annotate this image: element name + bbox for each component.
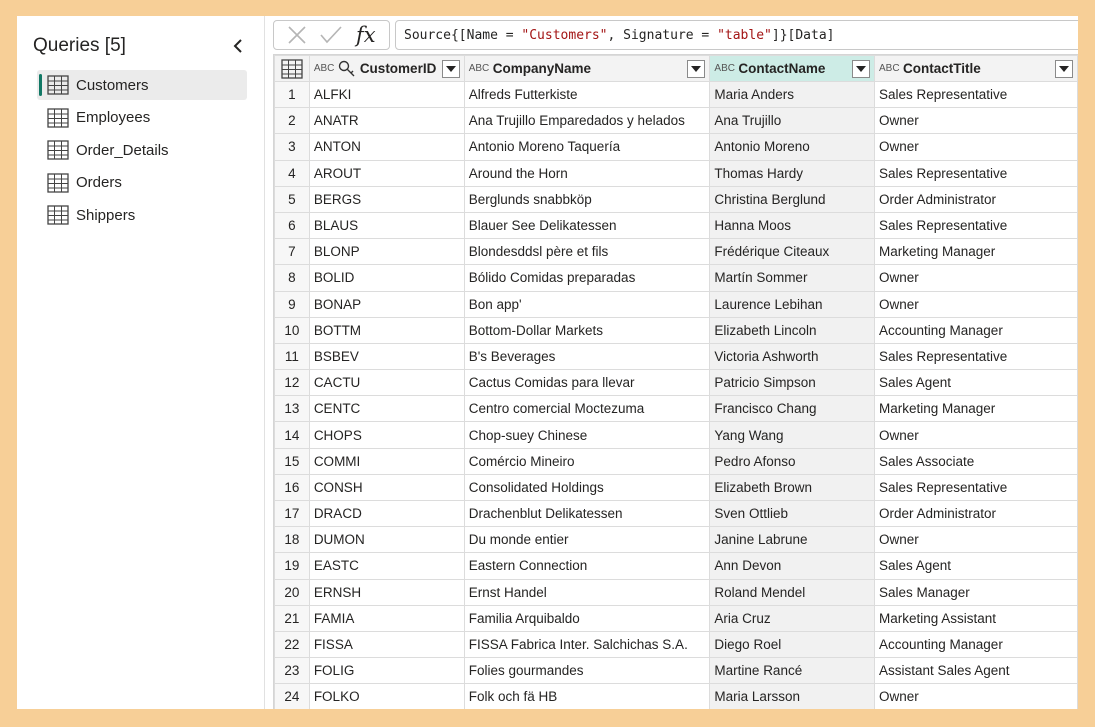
- table-row: [275, 658, 1078, 684]
- formula-bar: [273, 20, 1078, 50]
- table-row: [275, 474, 1078, 500]
- cell-companyname[interactable]: Cactus Comidas para llevar: [464, 370, 710, 396]
- collapse-pane-button[interactable]: [227, 35, 249, 57]
- cell-contacttitle[interactable]: Owner: [874, 422, 1077, 448]
- cell-contactname[interactable]: Ann Devon: [710, 553, 875, 579]
- table-row: [275, 134, 1078, 160]
- text-type-icon[interactable]: ABC: [878, 62, 900, 74]
- row-number[interactable]: 18: [275, 527, 310, 553]
- row-number[interactable]: 7: [275, 239, 310, 265]
- table-icon: [281, 59, 303, 79]
- cell-contacttitle[interactable]: Marketing Manager: [874, 239, 1077, 265]
- table-row: [275, 396, 1078, 422]
- cell-contactname[interactable]: Pedro Afonso: [710, 448, 875, 474]
- row-number[interactable]: 12: [275, 370, 310, 396]
- query-item-shippers[interactable]: [37, 200, 247, 230]
- table-row: [275, 448, 1078, 474]
- cell-companyname[interactable]: FISSA Fabrica Inter. Salchichas S.A.: [464, 631, 710, 657]
- cell-customerid[interactable]: CONSH: [309, 474, 464, 500]
- cell-companyname[interactable]: Folies gourmandes: [464, 658, 710, 684]
- cell-contacttitle[interactable]: Marketing Manager: [874, 396, 1077, 422]
- query-item-label: Orders: [76, 174, 122, 191]
- cell-contactname[interactable]: Ana Trujillo: [710, 108, 875, 134]
- table-row: [275, 82, 1078, 108]
- row-number[interactable]: 14: [275, 422, 310, 448]
- cell-contacttitle[interactable]: Accounting Manager: [874, 317, 1077, 343]
- query-item-label: Employees: [76, 109, 151, 126]
- row-number[interactable]: 9: [275, 291, 310, 317]
- cell-customerid[interactable]: BOTTM: [309, 317, 464, 343]
- row-number[interactable]: 16: [275, 474, 310, 500]
- column-name: CustomerID: [359, 61, 437, 76]
- cell-customerid[interactable]: CHOPS: [309, 422, 464, 448]
- cell-contacttitle[interactable]: Owner: [874, 684, 1077, 709]
- cell-contactname[interactable]: Yang Wang: [710, 422, 875, 448]
- cell-customerid[interactable]: ERNSH: [309, 579, 464, 605]
- grid-table: [274, 55, 1078, 709]
- column-header-companyname[interactable]: [464, 56, 710, 82]
- cell-customerid[interactable]: FAMIA: [309, 605, 464, 631]
- table-row: [275, 265, 1078, 291]
- chevron-down-icon: [446, 66, 456, 72]
- table-row: [275, 239, 1078, 265]
- table-row: [275, 291, 1078, 317]
- cell-contactname[interactable]: Martine Rancé: [710, 658, 875, 684]
- column-filter-button[interactable]: [687, 60, 705, 78]
- query-item-label: Shippers: [76, 206, 136, 224]
- table-row: [275, 186, 1078, 212]
- table-row: [275, 527, 1078, 553]
- text-type-icon[interactable]: ABC: [468, 62, 490, 74]
- cell-customerid[interactable]: FOLIG: [309, 658, 464, 684]
- row-number[interactable]: 24: [275, 684, 310, 709]
- table-row: [275, 579, 1078, 605]
- cell-contactname[interactable]: Antonio Moreno: [710, 134, 875, 160]
- cell-companyname[interactable]: Bon app': [464, 291, 710, 317]
- cell-contactname[interactable]: Diego Roel: [710, 631, 875, 657]
- cell-contactname[interactable]: Victoria Ashworth: [710, 343, 875, 369]
- cell-companyname[interactable]: Centro comercial Moctezuma: [464, 396, 710, 422]
- query-item-order_details[interactable]: [37, 135, 247, 165]
- cell-contacttitle[interactable]: Order Administrator: [874, 186, 1077, 212]
- row-number[interactable]: 17: [275, 501, 310, 527]
- active-indicator: [39, 74, 42, 96]
- cell-contacttitle[interactable]: Owner: [874, 265, 1077, 291]
- cell-customerid[interactable]: BOLID: [309, 265, 464, 291]
- cell-companyname[interactable]: Ernst Handel: [464, 579, 710, 605]
- cell-companyname[interactable]: Bólido Comidas preparadas: [464, 265, 710, 291]
- column-name: ContactName: [738, 61, 826, 76]
- row-number[interactable]: 8: [275, 265, 310, 291]
- cell-customerid[interactable]: ANATR: [309, 108, 464, 134]
- commit-formula-button[interactable]: [317, 22, 345, 48]
- cell-contactname[interactable]: Maria Larsson: [710, 684, 875, 709]
- cell-companyname[interactable]: Ana Trujillo Emparedados y helados: [464, 108, 710, 134]
- cell-companyname[interactable]: Blauer See Delikatessen: [464, 212, 710, 238]
- cell-companyname[interactable]: Around the Horn: [464, 160, 710, 186]
- cell-companyname[interactable]: Comércio Mineiro: [464, 448, 710, 474]
- cell-contacttitle[interactable]: Sales Agent: [874, 553, 1077, 579]
- cell-contactname[interactable]: Sven Ottlieb: [710, 501, 875, 527]
- column-filter-button[interactable]: [852, 60, 870, 78]
- query-item-customers[interactable]: [37, 70, 247, 100]
- table-row: [275, 370, 1078, 396]
- table-row: [275, 317, 1078, 343]
- table-row: [275, 108, 1078, 134]
- cell-companyname[interactable]: Drachenblut Delikatessen: [464, 501, 710, 527]
- cell-companyname[interactable]: Alfreds Futterkiste: [464, 82, 710, 108]
- column-filter-button[interactable]: [442, 60, 460, 78]
- cell-companyname[interactable]: Berglunds snabbköp: [464, 186, 710, 212]
- cell-contactname[interactable]: Christina Berglund: [710, 186, 875, 212]
- cell-customerid[interactable]: FISSA: [309, 631, 464, 657]
- cell-companyname[interactable]: Du monde entier: [464, 527, 710, 553]
- formula-text: ]}[Data]: [771, 27, 835, 43]
- formula-text: , Signature =: [607, 27, 718, 43]
- query-item-label: Customers: [76, 76, 149, 94]
- column-header-contactname[interactable]: [710, 56, 875, 82]
- table-row: [275, 553, 1078, 579]
- row-number[interactable]: 4: [275, 160, 310, 186]
- cell-customerid[interactable]: DRACD: [309, 501, 464, 527]
- table-row: [275, 160, 1078, 186]
- cell-contacttitle[interactable]: Owner: [874, 527, 1077, 553]
- cell-companyname[interactable]: Consolidated Holdings: [464, 474, 710, 500]
- cell-customerid[interactable]: BLONP: [309, 239, 464, 265]
- row-number[interactable]: 21: [275, 605, 310, 631]
- cell-contacttitle[interactable]: Owner: [874, 291, 1077, 317]
- cell-contactname[interactable]: Martín Sommer: [710, 265, 875, 291]
- cell-customerid[interactable]: COMMI: [309, 448, 464, 474]
- table-row: [275, 605, 1078, 631]
- chevron-down-icon: [856, 66, 866, 72]
- formula-buttons: [273, 20, 390, 50]
- table-icon: [47, 108, 69, 128]
- cell-companyname[interactable]: Familia Arquibaldo: [464, 605, 710, 631]
- text-type-icon[interactable]: ABC: [714, 62, 735, 74]
- query-item-employees[interactable]: [37, 103, 247, 133]
- cell-companyname[interactable]: Eastern Connection: [464, 553, 710, 579]
- column-name: ContactTitle: [902, 61, 981, 76]
- row-number[interactable]: 15: [275, 448, 310, 474]
- cell-contacttitle[interactable]: Sales Manager: [874, 579, 1077, 605]
- table-row: [275, 631, 1078, 657]
- cancel-formula-button[interactable]: [283, 22, 311, 48]
- cell-contacttitle[interactable]: Sales Representative: [874, 474, 1077, 500]
- row-number[interactable]: 10: [275, 317, 310, 343]
- table-icon: [47, 140, 69, 160]
- query-item-label: Order_Details: [76, 141, 169, 159]
- table-row: [275, 343, 1078, 369]
- column-header-contacttitle[interactable]: [874, 56, 1077, 82]
- cell-contacttitle[interactable]: Accounting Manager: [874, 631, 1077, 657]
- table-icon: [47, 173, 69, 193]
- cell-customerid[interactable]: ALFKI: [309, 82, 464, 108]
- cell-customerid[interactable]: CENTC: [309, 396, 464, 422]
- cell-contactname[interactable]: Janine Labrune: [710, 527, 875, 553]
- table-row: [275, 212, 1078, 238]
- table-menu-button[interactable]: [275, 56, 310, 82]
- data-grid: [273, 54, 1078, 709]
- chevron-down-icon: [691, 66, 701, 72]
- table-row: [275, 684, 1078, 709]
- cell-contactname[interactable]: Maria Anders: [710, 82, 875, 108]
- cell-contacttitle[interactable]: Sales Representative: [874, 212, 1077, 238]
- table-icon: [47, 205, 69, 225]
- cell-contacttitle[interactable]: Sales Representative: [874, 343, 1077, 369]
- cell-customerid[interactable]: BERGS: [309, 186, 464, 212]
- query-list: [37, 70, 247, 233]
- power-query-editor: [17, 16, 1078, 709]
- cell-contactname[interactable]: Patricio Simpson: [710, 370, 875, 396]
- cell-customerid[interactable]: CACTU: [309, 370, 464, 396]
- row-number[interactable]: 2: [275, 108, 310, 134]
- row-number[interactable]: 23: [275, 658, 310, 684]
- cell-customerid[interactable]: BSBEV: [309, 343, 464, 369]
- queries-pane: [17, 16, 265, 709]
- fx-icon[interactable]: fx: [356, 23, 376, 47]
- cell-customerid[interactable]: ANTON: [309, 134, 464, 160]
- cell-customerid[interactable]: DUMON: [309, 527, 464, 553]
- check-icon: [320, 26, 342, 44]
- row-number[interactable]: 3: [275, 134, 310, 160]
- cell-contactname[interactable]: Elizabeth Brown: [710, 474, 875, 500]
- column-filter-button[interactable]: [1055, 60, 1073, 78]
- row-number[interactable]: 19: [275, 553, 310, 579]
- cell-contacttitle[interactable]: Sales Agent: [874, 370, 1077, 396]
- cell-customerid[interactable]: AROUT: [309, 160, 464, 186]
- cell-contacttitle[interactable]: Sales Associate: [874, 448, 1077, 474]
- row-number[interactable]: 5: [275, 186, 310, 212]
- formula-input[interactable]: [395, 20, 1078, 50]
- formula-string-literal: "Customers": [521, 27, 608, 43]
- cell-contacttitle[interactable]: Order Administrator: [874, 501, 1077, 527]
- cell-contactname[interactable]: Francisco Chang: [710, 396, 875, 422]
- text-type-icon[interactable]: ABC: [313, 62, 335, 74]
- close-icon: [287, 25, 307, 45]
- cell-contacttitle[interactable]: Marketing Assistant: [874, 605, 1077, 631]
- header-row: [275, 56, 1078, 82]
- row-number[interactable]: 6: [275, 212, 310, 238]
- query-item-orders[interactable]: [37, 168, 247, 198]
- cell-contactname[interactable]: Elizabeth Lincoln: [710, 317, 875, 343]
- cell-contacttitle[interactable]: Owner: [874, 134, 1077, 160]
- cell-contacttitle[interactable]: Assistant Sales Agent: [874, 658, 1077, 684]
- row-number[interactable]: 1: [275, 82, 310, 108]
- queries-header: [33, 32, 249, 60]
- chevron-left-icon: [232, 39, 244, 53]
- cell-contactname[interactable]: Roland Mendel: [710, 579, 875, 605]
- row-number[interactable]: 20: [275, 579, 310, 605]
- row-number[interactable]: 22: [275, 631, 310, 657]
- formula-string-literal: "table": [717, 27, 772, 43]
- cell-companyname[interactable]: Antonio Moreno Taquería: [464, 134, 710, 160]
- cell-contactname[interactable]: Aria Cruz: [710, 605, 875, 631]
- cell-companyname[interactable]: B's Beverages: [464, 343, 710, 369]
- cell-customerid[interactable]: BONAP: [309, 291, 464, 317]
- cell-contactname[interactable]: Frédérique Citeaux: [710, 239, 875, 265]
- cell-contacttitle[interactable]: Sales Representative: [874, 160, 1077, 186]
- cell-companyname[interactable]: Blondesddsl père et fils: [464, 239, 710, 265]
- cell-contacttitle[interactable]: Sales Representative: [874, 82, 1077, 108]
- row-number[interactable]: 11: [275, 343, 310, 369]
- cell-customerid[interactable]: BLAUS: [309, 212, 464, 238]
- column-name: CompanyName: [492, 61, 591, 76]
- queries-title: Queries [5]: [33, 35, 126, 56]
- key-icon: [338, 60, 356, 78]
- table-row: [275, 501, 1078, 527]
- column-header-customerid[interactable]: [309, 56, 464, 82]
- cell-contactname[interactable]: Laurence Lebihan: [710, 291, 875, 317]
- cell-customerid[interactable]: FOLKO: [309, 684, 464, 709]
- cell-contactname[interactable]: Hanna Moos: [710, 212, 875, 238]
- cell-companyname[interactable]: Bottom-Dollar Markets: [464, 317, 710, 343]
- cell-contactname[interactable]: Thomas Hardy: [710, 160, 875, 186]
- cell-companyname[interactable]: Chop-suey Chinese: [464, 422, 710, 448]
- cell-customerid[interactable]: EASTC: [309, 553, 464, 579]
- row-number[interactable]: 13: [275, 396, 310, 422]
- cell-contacttitle[interactable]: Owner: [874, 108, 1077, 134]
- table-row: [275, 422, 1078, 448]
- formula-text: Source{[Name =: [404, 27, 522, 43]
- table-icon: [47, 75, 69, 95]
- chevron-down-icon: [1059, 66, 1069, 72]
- cell-companyname[interactable]: Folk och fä HB: [464, 684, 710, 709]
